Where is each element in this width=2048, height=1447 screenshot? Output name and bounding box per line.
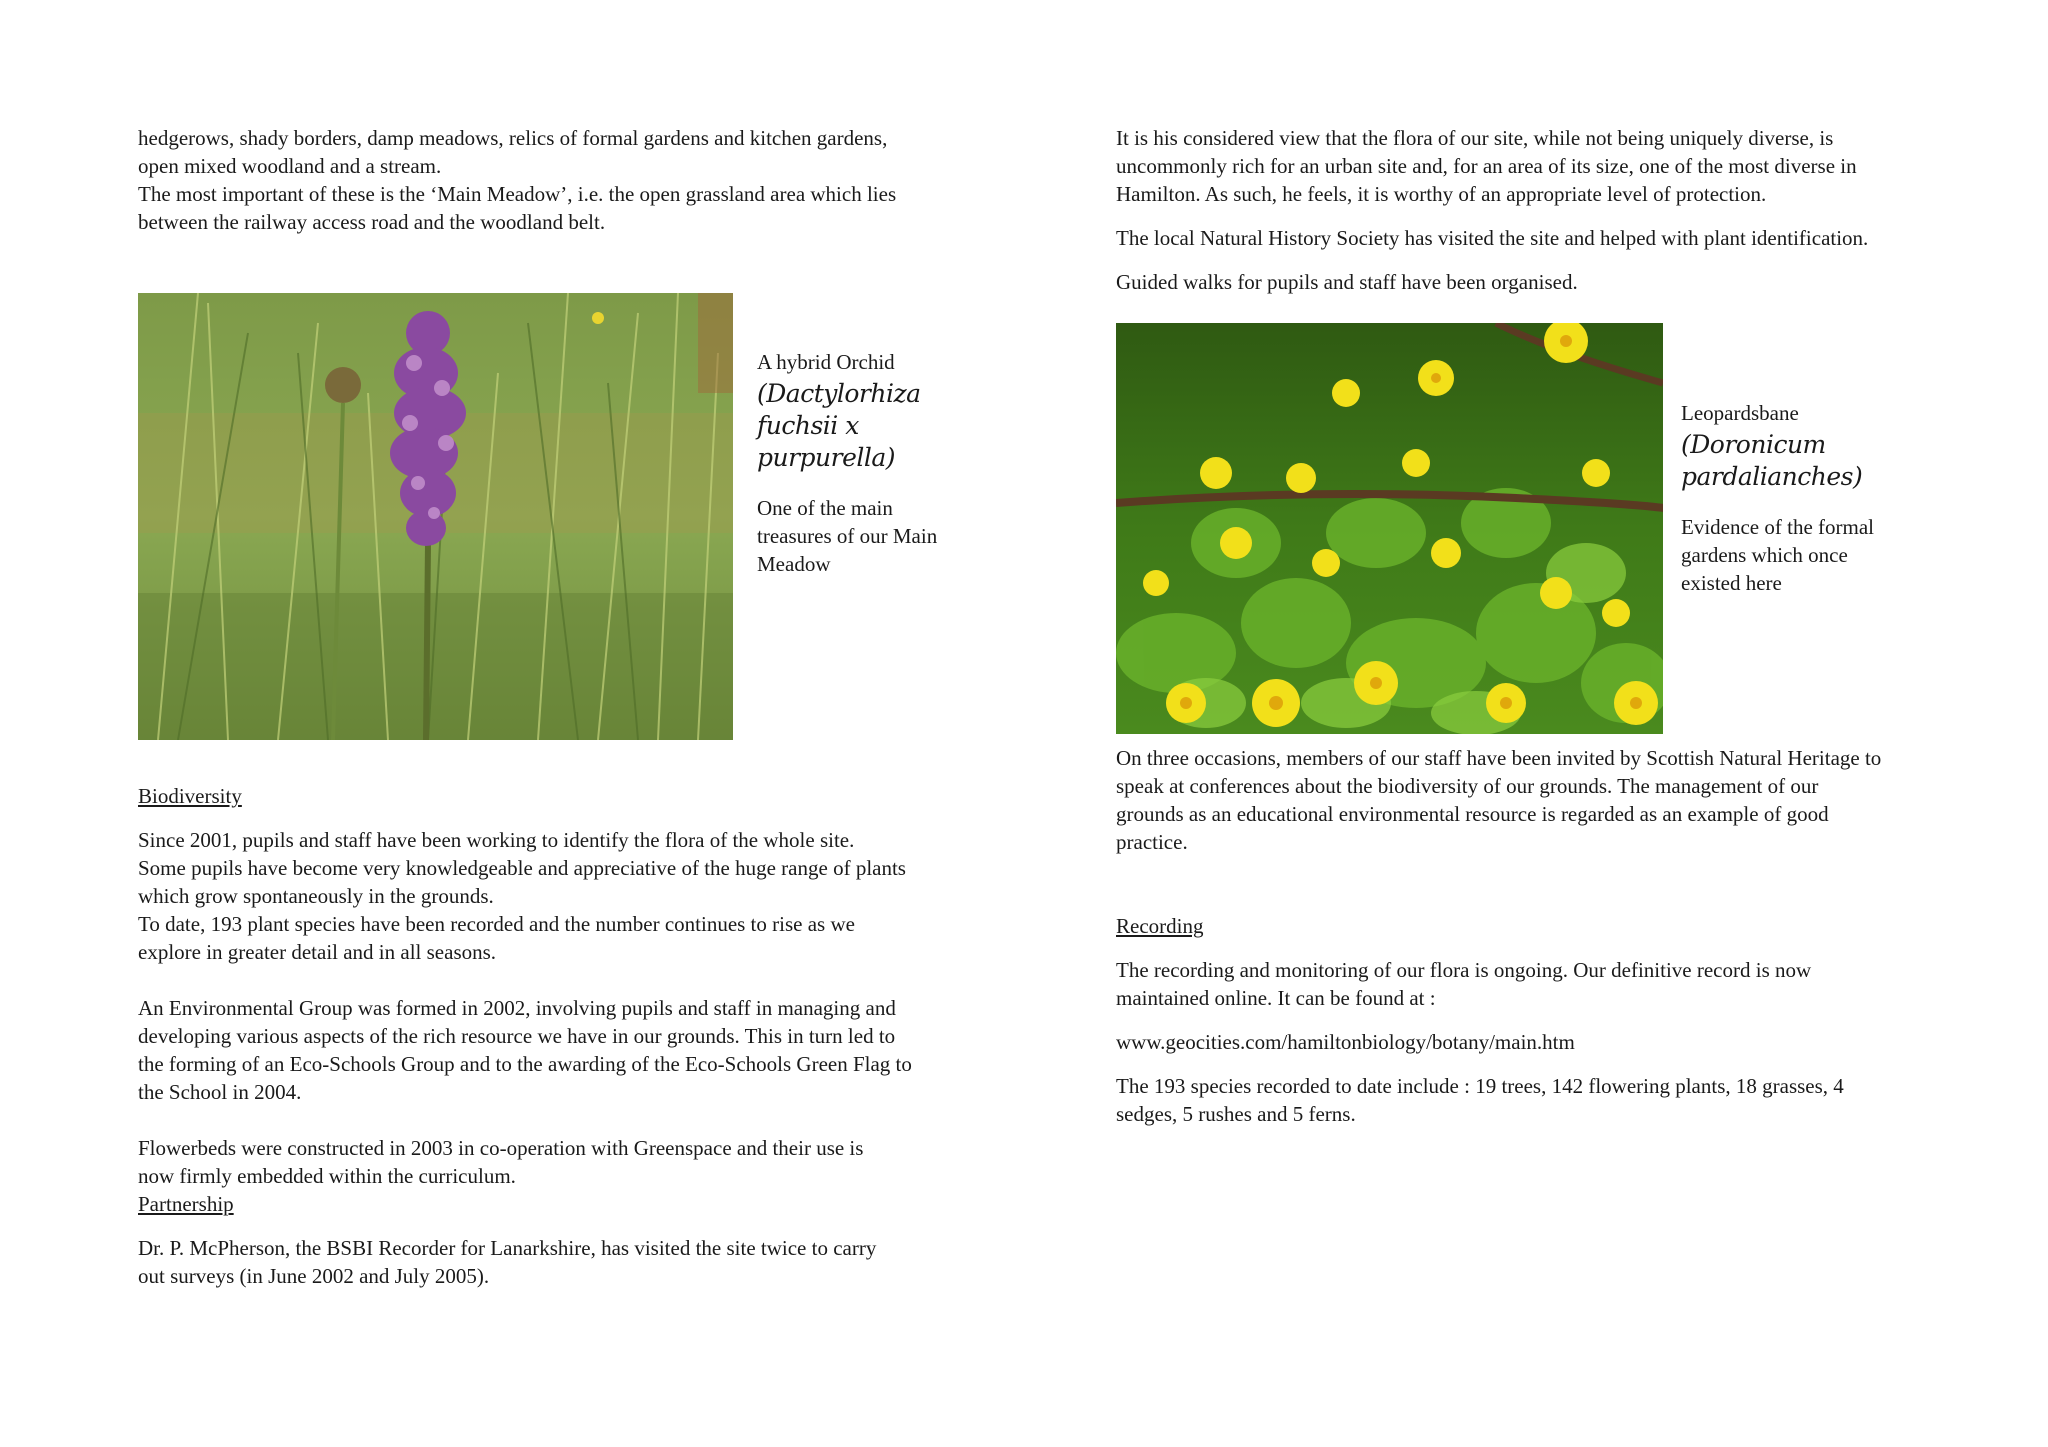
caption-note-line: Evidence of the formal [1681,515,1874,539]
partnership-heading: Partnership [138,1192,234,1216]
caption-common-name: A hybrid Orchid [757,350,895,374]
orchid-caption [757,348,987,578]
orchid-photo [138,293,733,740]
text-line: Dr. P. McPherson, the BSBI Recorder for Lanarkshire, has visited the site twice to carry [138,1236,877,1260]
caption-note-line: treasures of our Main [757,524,938,548]
text-line: speak at conferences about the biodiversity of our grounds. The management of our [1116,774,1819,798]
text-line: between the railway access road and the woodland belt. [138,210,606,234]
recording-heading: Recording [1116,914,1204,938]
text-line: On three occasions, members of our staff have been invited by Scottish Natural Heritage to [1116,746,1882,770]
text-line: The local Natural History Society has visited the site and helped with plant identification. [1116,226,1869,250]
caption-note-line: Meadow [757,552,831,576]
text-line: open mixed woodland and a stream. [138,154,442,178]
text-line: The most important of these is the ‘Main Meadow’, i.e. the open grassland area which lies [138,182,897,206]
text-line: Hamilton. As such, he feels, it is worthy of an appropriate level of protection. [1116,182,1767,206]
text-line: the School in 2004. [138,1080,302,1104]
caption-note-line: One of the main [757,496,893,520]
text-line: Flowerbeds were constructed in 2003 in co-operation with Greenspace and their use is [138,1136,864,1160]
text-line: practice. [1116,830,1188,854]
text-line: out surveys (in June 2002 and July 2005). [138,1264,490,1288]
text-line: It is his considered view that the flora of our site, while not being uniquely diverse, is [1116,126,1834,150]
text-line: grounds as an educational environmental resource is regarded as an example of good [1116,802,1829,826]
latin-line: (Doronicum [1681,430,1826,459]
biodiversity-heading: Biodiversity [138,784,242,808]
text-line: which grow spontaneously in the grounds. [138,884,494,908]
text-line: Guided walks for pupils and staff have been organised. [1116,270,1578,294]
text-line: Since 2001, pupils and staff have been working to identify the flora of the whole site. [138,828,855,852]
right-intro [1116,124,1946,296]
text-line: hedgerows, shady borders, damp meadows, relics of formal gardens and kitchen gardens, [138,126,888,150]
text-line: uncommonly rich for an urban site and, for an area of its size, one of the most diverse in [1116,154,1857,178]
latin-line: pardalianches) [1681,462,1863,491]
text-line: Some pupils have become very knowledgeable and appreciative of the huge range of plants [138,856,906,880]
caption-note-line: gardens which once [1681,543,1848,567]
latin-line: purpurella) [757,443,896,472]
text-line: An Environmental Group was formed in 2002, involving pupils and staff in managing and [138,996,896,1020]
caption-common-name: Leopardsbane [1681,401,1799,425]
text-line: now firmly embedded within the curriculum. [138,1164,516,1188]
latin-line: (Dactylorhiza [757,379,921,408]
leopardsbane-photo [1116,323,1663,734]
text-line: explore in greater detail and in all seasons. [138,940,497,964]
left-body [138,782,968,1290]
text-line: To date, 193 plant species have been recorded and the number continues to rise as we [138,912,855,936]
text-line: developing various aspects of the rich resource we have in our grounds. This in turn led to [138,1024,896,1048]
text-line: sedges, 5 rushes and 5 ferns. [1116,1102,1356,1126]
text-line: The 193 species recorded to date include : 19 trees, 142 flowering plants, 18 grasses, 4 [1116,1074,1844,1098]
caption-latin-name [1681,429,1931,493]
caption-latin-name [757,378,987,474]
leopardsbane-caption [1681,399,1931,597]
left-intro [138,124,968,236]
recording-url: www.geocities.com/hamiltonbiology/botany/main.htm [1116,1030,1575,1054]
right-body [1116,744,1946,1128]
caption-note-line: existed here [1681,571,1782,595]
text-line: The recording and monitoring of our flora is ongoing. Our definitive record is now [1116,958,1812,982]
latin-line: fuchsii x [757,411,859,440]
text-line: the forming of an Eco-Schools Group and to the awarding of the Eco-Schools Green Flag to [138,1052,912,1076]
text-line: maintained online. It can be found at : [1116,986,1436,1010]
